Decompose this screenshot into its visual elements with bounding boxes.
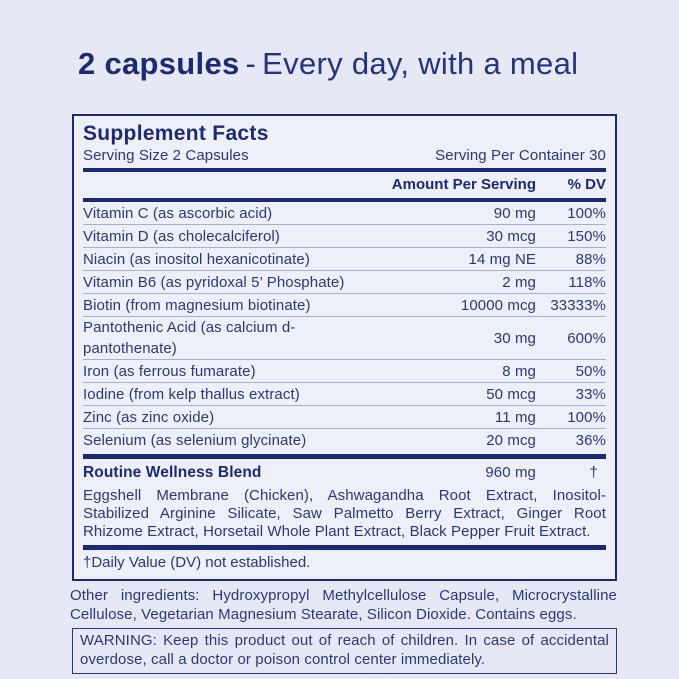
warning-box: WARNING: Keep this product out of reach of children. In case of accidental overdose, call a doctor or poison control center immediately. (72, 628, 617, 674)
nutrient-amount: 2 mg (502, 273, 536, 291)
nutrient-amount: 10000 mcg (460, 296, 536, 314)
table-row (83, 293, 606, 316)
blend-ingredients: Eggshell Membrane (Chicken), Ashwagandha Root Extract, Inositol-Stabilized Arginine Silicate, Saw Palmetto Berry Extract, Ginger Root Rhizome Extract, Horsetail Whole Plant Extract, Black Pepper Fruit Extract. (83, 487, 606, 540)
dosage-amount: 2 capsules (78, 46, 240, 81)
dosage-headline (78, 44, 679, 84)
nutrient-dv: 36% (575, 431, 606, 449)
nutrient-dv: 150% (567, 227, 606, 245)
nutrient-amount: 50 mcg (486, 385, 536, 403)
panel-title: Supplement Facts (83, 122, 269, 145)
nutrient-name: Iron (as ferrous fumarate) (83, 362, 256, 380)
nutrient-name: Zinc (as zinc oxide) (83, 408, 215, 426)
nutrient-name: Vitamin D (as cholecalciferol) (83, 227, 280, 245)
dosage-instructions: Every day, with a meal (262, 46, 579, 81)
column-header-dv: % DV (567, 176, 606, 193)
blend-row (83, 459, 606, 485)
nutrient-name: Iodine (from kelp thallus extract) (83, 385, 300, 403)
other-ingredients: Other ingredients: Hydroxypropyl Methylcellulose Capsule, Microcrystalline Cellulose, Vegetarian Magnesium Stearate, Silicon Dioxide. Contains eggs. (70, 587, 617, 623)
nutrient-dv: 118% (568, 273, 606, 291)
nutrient-amount: 8 mg (502, 362, 536, 380)
nutrient-amount: 90 mg (493, 204, 536, 222)
servings-per-container: Serving Per Container 30 (435, 147, 606, 164)
nutrient-amount: 30 mg (493, 329, 536, 347)
supplement-label (0, 44, 679, 679)
nutrient-dv: 50% (575, 362, 606, 380)
table-row (83, 247, 606, 270)
nutrient-amount: 14 mg NE (468, 250, 536, 268)
nutrient-rows (83, 202, 606, 451)
supplement-facts-panel (72, 114, 617, 581)
dosage-separator: - (245, 46, 257, 81)
nutrient-dv: 100% (567, 204, 606, 222)
table-row (83, 382, 606, 405)
column-header-row (83, 172, 606, 195)
nutrient-dv: 33333% (550, 296, 606, 314)
nutrient-dv: 100% (567, 408, 606, 426)
serving-info-row (83, 146, 606, 165)
nutrient-name: Niacin (as inositol hexanicotinate) (83, 250, 310, 268)
nutrient-name: Vitamin B6 (as pyridoxal 5’ Phosphate) (83, 273, 345, 291)
table-row (83, 405, 606, 428)
dv-footnote: †Daily Value (DV) not established. (83, 554, 311, 571)
nutrient-name: Pantothenic Acid (as calcium d-pantothenate) (83, 319, 296, 357)
table-row (83, 359, 606, 382)
nutrient-name: Biotin (from magnesium biotinate) (83, 296, 311, 314)
table-row (83, 224, 606, 247)
nutrient-name: Selenium (as selenium glycinate) (83, 431, 307, 449)
nutrient-dv: 600% (567, 329, 606, 347)
table-row (83, 202, 606, 224)
blend-dv-dagger: † (589, 463, 598, 481)
column-header-amount: Amount Per Serving (391, 176, 536, 193)
nutrient-dv: 88% (575, 250, 606, 268)
serving-size: Serving Size 2 Capsules (83, 147, 249, 164)
nutrient-amount: 11 mg (494, 408, 536, 426)
table-row (83, 316, 606, 359)
nutrient-name: Vitamin C (as ascorbic acid) (83, 204, 273, 222)
table-row (83, 428, 606, 451)
nutrient-dv: 33% (575, 385, 606, 403)
nutrient-amount: 30 mcg (486, 227, 536, 245)
table-row (83, 270, 606, 293)
blend-name: Routine Wellness Blend (83, 463, 262, 481)
nutrient-amount: 20 mcg (486, 431, 536, 449)
blend-amount: 960 mg (485, 463, 536, 481)
